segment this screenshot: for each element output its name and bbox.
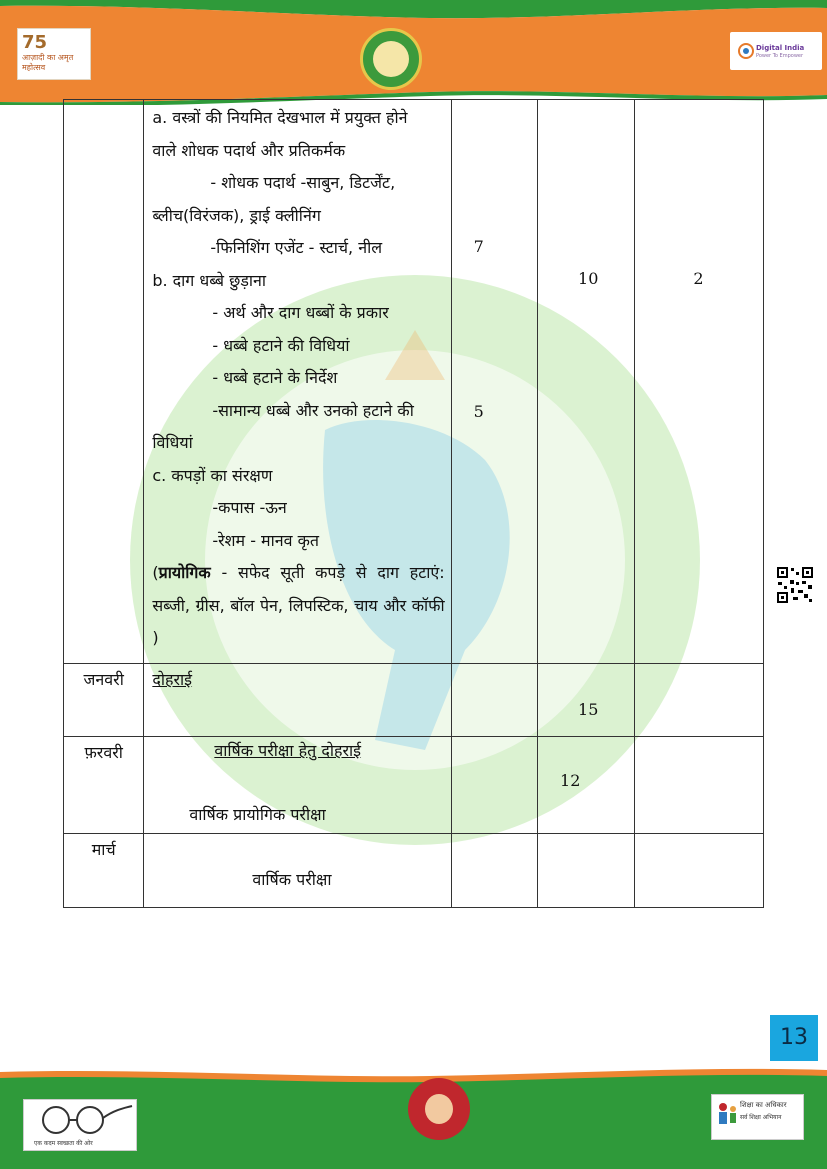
annual-exam-text: वार्षिक परीक्षा	[252, 870, 332, 889]
table-row	[64, 737, 764, 834]
content-line: -कपास -ऊन	[212, 498, 287, 517]
marks-value: 15	[578, 700, 599, 719]
practical-text: - सफेद सूती कपड़े से दाग हटाएं: सब्जी, ग्रीस, बॉल पेन, लिपस्टिक, चाय और कॉफी )	[152, 563, 445, 647]
content-line: ब्लीच(विरंजक), ड्राई क्लीनिंग	[152, 205, 321, 225]
syllabus-table	[63, 99, 764, 908]
table-row	[64, 100, 764, 664]
month-cell	[64, 100, 144, 664]
digital-india-title: Digital India	[756, 44, 805, 52]
children-icon	[715, 1101, 739, 1131]
periods-cell	[451, 737, 537, 834]
content-line: b. दाग धब्बे छुड़ाना	[152, 270, 267, 290]
swachh-bharat-logo	[23, 1099, 137, 1151]
content-line: - अर्थ और दाग धब्बों के प्रकार	[212, 303, 389, 322]
month-cell: फ़रवरी	[64, 737, 144, 834]
content-line: -सामान्य धब्बे और उनको हटाने की	[212, 400, 414, 420]
board-emblem-logo	[360, 28, 422, 90]
periods-value-b: 5	[473, 402, 484, 421]
month-cell: जनवरी	[64, 664, 144, 737]
annual-revision-text: वार्षिक परीक्षा हेतु दोहराई	[214, 741, 362, 760]
girl-face-icon	[425, 1094, 453, 1124]
content-line: - धब्बे हटाने के निर्देश	[212, 368, 338, 387]
revision-text: दोहराई	[152, 670, 193, 689]
logo-text: आज़ादी का अमृत महोत्सव	[22, 53, 74, 72]
marks-cell	[538, 834, 635, 908]
practical-open: (	[152, 563, 159, 582]
content-line: वाले शोधक पदार्थ और प्रतिकर्मक	[152, 140, 346, 160]
content-cell	[144, 100, 451, 664]
digital-india-subtitle: Power To Empower	[756, 53, 804, 59]
content-line: a. वस्त्रों की नियमित देखभाल में प्रयुक्त होने	[152, 108, 408, 127]
qr-code-icon[interactable]	[776, 566, 814, 604]
marks-value: 10	[578, 269, 599, 288]
marks-cell	[538, 737, 635, 834]
extra-cell	[635, 100, 764, 664]
rte-subtitle: सर्व शिक्षा अभियान	[740, 1114, 782, 1121]
content-line: -रेशम - मानव कृत	[212, 530, 320, 550]
extra-value: 2	[693, 269, 704, 288]
content-line: - शोधक पदार्थ -साबुन, डिटर्जेंट,	[210, 173, 396, 192]
content-cell	[144, 664, 451, 737]
marks-cell	[538, 100, 635, 664]
content-cell	[144, 834, 451, 908]
content-line: विधियां	[152, 433, 193, 452]
practical-note	[144, 557, 450, 655]
beti-bachao-logo	[408, 1078, 470, 1140]
right-to-education-logo	[711, 1094, 804, 1140]
digital-india-logo	[738, 42, 808, 64]
table-row	[64, 834, 764, 908]
practical-label: प्रायोगिक	[158, 563, 211, 582]
periods-cell	[451, 664, 537, 737]
periods-cell	[451, 834, 537, 908]
content-cell	[144, 737, 451, 834]
table-row	[64, 664, 764, 737]
annual-practical-text: वार्षिक प्रायोगिक परीक्षा	[189, 805, 326, 824]
page-header	[0, 0, 827, 105]
swachh-caption: एक कदम स्वच्छता की ओर	[34, 1140, 93, 1147]
emblem-inner	[373, 41, 409, 77]
periods-cell	[451, 100, 537, 664]
rte-title: शिक्षा का अधिकार	[740, 1101, 787, 1109]
glasses-icon	[24, 1100, 136, 1140]
azadi-amrit-mahotsav-logo	[17, 28, 91, 80]
content-line: c. कपड़ों का संरक्षण	[152, 465, 273, 485]
content-line: -फिनिशिंग एजेंट - स्टार्च, नील	[210, 238, 383, 257]
page-number: 13	[770, 1015, 818, 1061]
marks-cell	[538, 664, 635, 737]
periods-value-a: 7	[473, 237, 484, 256]
page-footer	[0, 1064, 827, 1169]
digital-india-icon	[738, 42, 754, 60]
month-cell: मार्च	[64, 834, 144, 908]
content-line: - धब्बे हटाने की विधियां	[212, 335, 350, 355]
extra-cell	[635, 664, 764, 737]
content-lines	[144, 100, 450, 557]
logo-number: 75	[22, 32, 48, 53]
extra-cell	[635, 737, 764, 834]
marks-value: 12	[560, 771, 581, 790]
extra-cell	[635, 834, 764, 908]
